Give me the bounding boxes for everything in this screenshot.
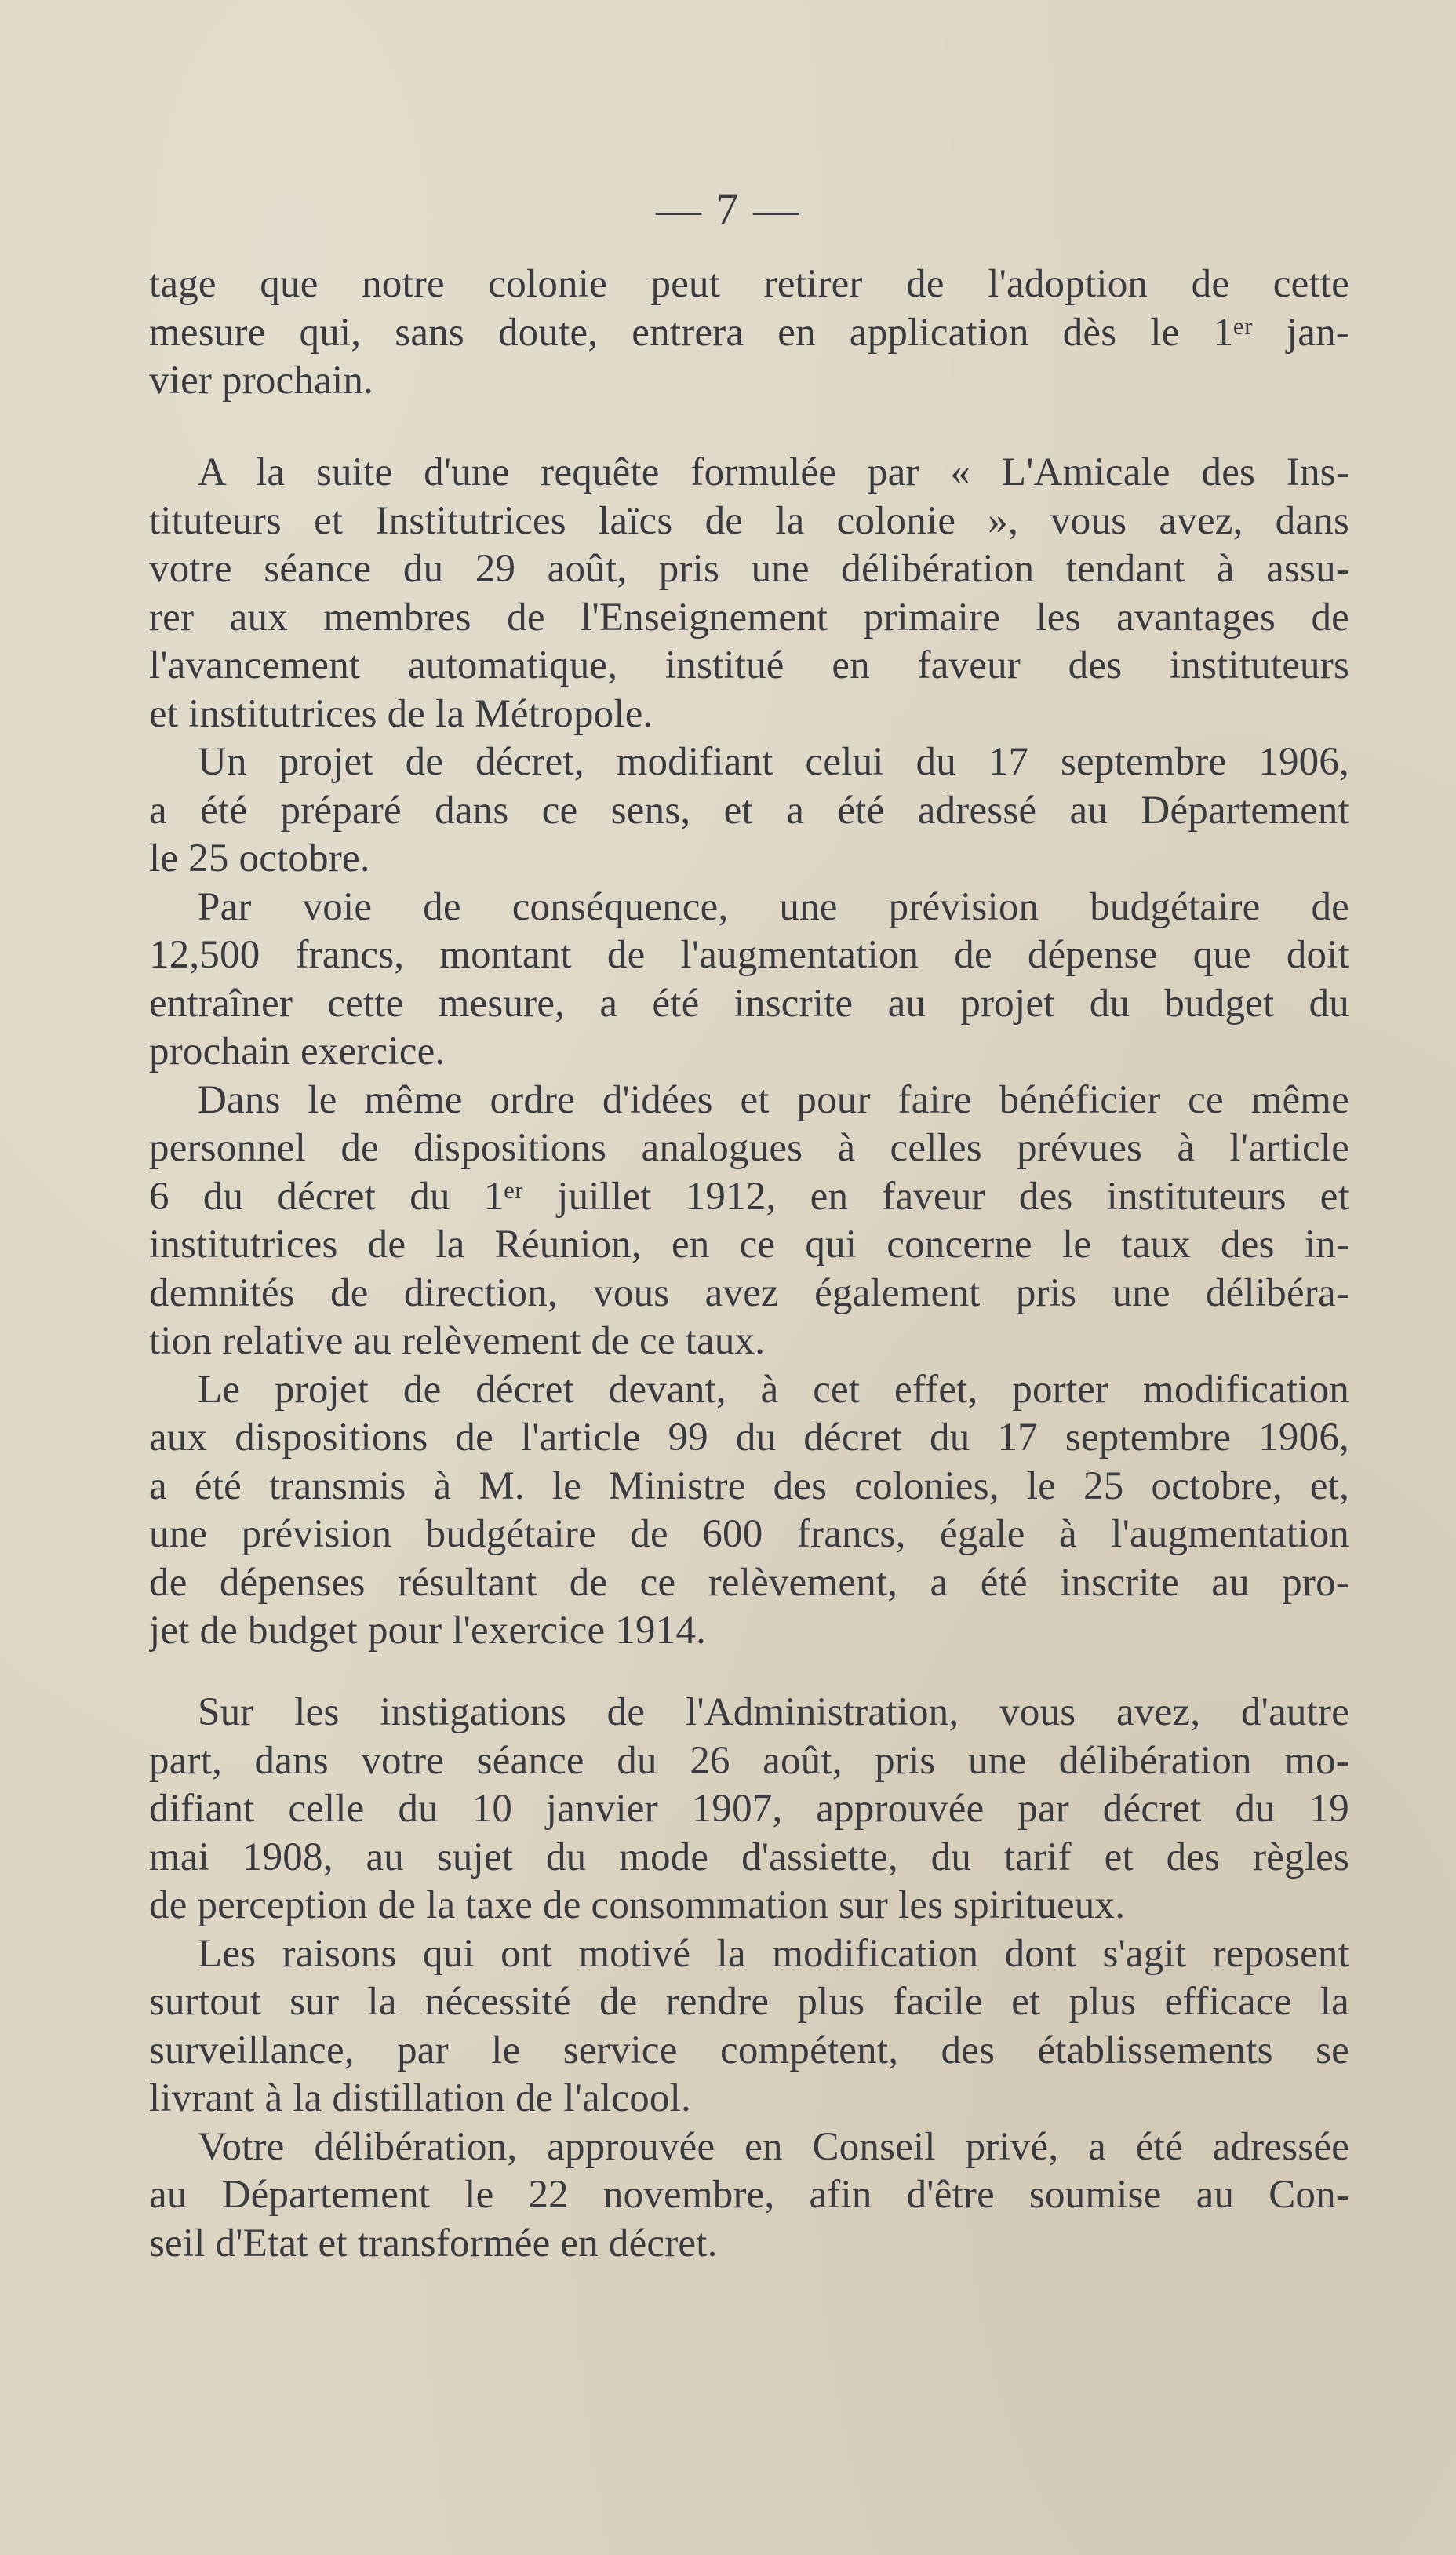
- text-line: mai 1908, au sujet du mode d'assiette, du tarif et des règles: [149, 1835, 1349, 1879]
- text-line: vier prochain.: [149, 359, 374, 403]
- text-line: Sur les instigations de l'Administration, vous avez, d'autre: [198, 1690, 1349, 1734]
- text-line: aux dispositions de l'article 99 du décret du 17 septembre 1906,: [149, 1416, 1349, 1460]
- text-block-2: [149, 449, 1349, 1656]
- text-line: Par voie de conséquence, une prévision budgétaire de: [198, 884, 1349, 929]
- text-line: a été préparé dans ce sens, et a été adressé au Département: [149, 788, 1349, 833]
- text-line: tion relative au relèvement de ce taux.: [149, 1319, 766, 1363]
- text-line: Un projet de décret, modifiant celui du 17 septembre 1906,: [198, 740, 1349, 784]
- text-block-3: [149, 1689, 1349, 2268]
- text-line: surtout sur la nécessité de rendre plus facile et plus efficace la: [149, 1980, 1349, 2024]
- text-line: jet de budget pour l'exercice 1914.: [149, 1609, 707, 1653]
- text-line: rer aux membres de l'Enseignement primaire les avantages de: [149, 595, 1349, 640]
- text-line: Dans le même ordre d'idées et pour faire bénéficier ce même: [198, 1077, 1349, 1122]
- page-number: — 7 —: [656, 184, 800, 235]
- text-line: difiant celle du 10 janvier 1907, approuvée par décret du 19: [149, 1787, 1349, 1831]
- text-line: a été transmis à M. le Ministre des colonies, le 25 octobre, et,: [149, 1463, 1349, 1508]
- text-line: part, dans votre séance du 26 août, pris une délibération mo-: [149, 1738, 1349, 1783]
- text-line: surveillance, par le service compétent, des établissements se: [149, 2028, 1349, 2072]
- text-line: 12,500 francs, montant de l'augmentation de dépense que doit: [149, 933, 1349, 977]
- text-line: institutrices de la Réunion, en ce qui concerne le taux des in-: [149, 1223, 1349, 1267]
- text-line: Les raisons qui ont motivé la modification dont s'agit reposent: [198, 1931, 1349, 1976]
- text-line: de perception de la taxe de consommation sur les spiritueux.: [149, 1883, 1126, 1927]
- text-line: le 25 octobre.: [149, 836, 370, 880]
- text-line: personnel de dispositions analogues à celles prévues à l'article: [149, 1126, 1349, 1170]
- text-line: votre séance du 29 août, pris une délibération tendant à assu-: [149, 547, 1349, 591]
- text-block-1: [149, 261, 1349, 406]
- text-line: et institutrices de la Métropole.: [149, 691, 653, 736]
- text-line: l'avancement automatique, institué en faveur des instituteurs: [149, 643, 1349, 687]
- text-line: au Département le 22 novembre, afin d'être soumise au Con-: [149, 2173, 1349, 2217]
- text-line: entraîner cette mesure, a été inscrite au projet du budget du: [149, 981, 1349, 1026]
- text-line: de dépenses résultant de ce relèvement, a été inscrite au pro-: [149, 1560, 1349, 1605]
- text-line: 6 du décret du 1ᵉʳ juillet 1912, en faveur des instituteurs et: [149, 1174, 1349, 1219]
- text-line: tage que notre colonie peut retirer de l'adoption de cette: [149, 262, 1349, 306]
- text-line: demnités de direction, vous avez également pris une délibéra-: [149, 1270, 1349, 1315]
- text-line: tituteurs et Institutrices laïcs de la colonie », vous avez, dans: [149, 498, 1349, 543]
- text-line: livrant à la distillation de l'alcool.: [149, 2076, 691, 2120]
- text-line: Votre délibération, approuvée en Conseil privé, a été adressée: [198, 2124, 1349, 2169]
- text-line: Le projet de décret devant, à cet effet, porter modification: [198, 1367, 1349, 1412]
- text-line: une prévision budgétaire de 600 francs, égale à l'augmentation: [149, 1512, 1349, 1556]
- text-line: seil d'Etat et transformée en décret.: [149, 2221, 718, 2265]
- text-line: A la suite d'une requête formulée par « L'Amicale des Ins-: [198, 450, 1349, 494]
- text-line: mesure qui, sans doute, entrera en application dès le 1ᵉʳ jan-: [149, 310, 1349, 355]
- text-line: prochain exercice.: [149, 1030, 446, 1073]
